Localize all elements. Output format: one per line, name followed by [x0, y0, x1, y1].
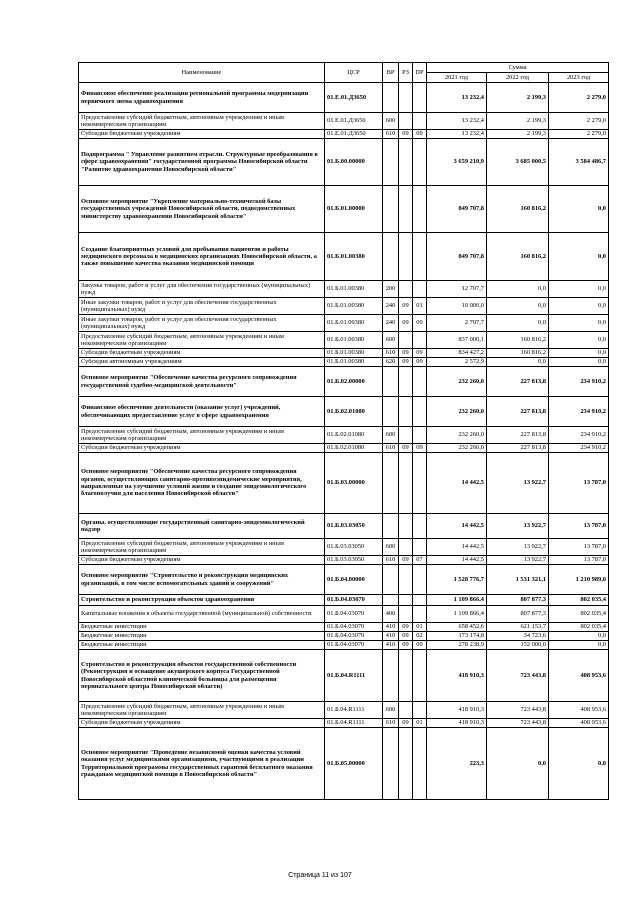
row-csr-code: 01.Б.04.03070 — [325, 595, 383, 606]
row-amount-2023: 408 953,6 — [549, 650, 609, 702]
row-amount-2022: 227 813,8 — [487, 397, 549, 427]
row-amount-2023: 2 279,0 — [549, 113, 609, 130]
row-pr — [413, 113, 427, 130]
table-row — [79, 332, 609, 349]
row-pr — [413, 332, 427, 349]
row-amount-2022: 160 816,2 — [487, 332, 549, 349]
row-csr-code: 01.Б.04.03070 — [325, 632, 383, 641]
row-csr-code: 01.Б.04.03070 — [325, 606, 383, 623]
row-pr — [413, 595, 427, 606]
row-vr: 240 — [383, 315, 399, 332]
row-name: Предоставление субсидий бюджетным, автономным учреждениям и иным некоммерческим организациям — [79, 113, 325, 130]
row-vr — [383, 186, 399, 233]
row-pr — [413, 514, 427, 539]
row-rz — [399, 332, 413, 349]
row-amount-2021: 14 442,5 — [427, 556, 487, 565]
row-amount-2021: 834 427,2 — [427, 349, 487, 358]
table-row — [79, 315, 609, 332]
row-csr-code: 01.Б.01.00380 — [325, 298, 383, 315]
row-amount-2022: 0,0 — [487, 315, 549, 332]
row-csr-code: 01.Б.01.00380 — [325, 332, 383, 349]
row-amount-2021: 278 238,9 — [427, 641, 487, 650]
row-csr-code: 01.Е.01.Д3650 — [325, 130, 383, 139]
row-amount-2021: 3 659 210,9 — [427, 139, 487, 186]
row-amount-2023: 0,0 — [549, 281, 609, 298]
row-rz — [399, 565, 413, 595]
row-name: Субсидии бюджетным учреждениям — [79, 349, 325, 358]
row-vr: 600 — [383, 539, 399, 556]
row-csr-code: 01.Б.04.03070 — [325, 641, 383, 650]
row-vr: 600 — [383, 702, 399, 719]
row-amount-2022: 13 922,7 — [487, 556, 549, 565]
row-amount-2021: 12 707,7 — [427, 281, 487, 298]
row-name: Предоставление субсидий бюджетным, автономным учреждениям и иным некоммерческим организациям — [79, 427, 325, 444]
row-amount-2023: 0,0 — [549, 641, 609, 650]
row-name: Предоставление субсидий бюджетным, автономным учреждениям и иным некоммерческим организациям — [79, 539, 325, 556]
row-pr — [413, 539, 427, 556]
row-amount-2021: 232 260,0 — [427, 397, 487, 427]
row-pr — [413, 397, 427, 427]
table-row — [79, 427, 609, 444]
header-rz: РЗ — [399, 63, 413, 83]
row-csr-code: 01.Б.03.00000 — [325, 453, 383, 514]
row-pr — [413, 427, 427, 444]
row-csr-code: 01.Б.02.01080 — [325, 444, 383, 453]
row-amount-2022: 13 922,7 — [487, 539, 549, 556]
table-row — [79, 606, 609, 623]
header-pr: ПР — [413, 63, 427, 83]
row-amount-2021: 1 109 866,4 — [427, 595, 487, 606]
table-row — [79, 367, 609, 397]
table-row — [79, 113, 609, 130]
row-rz: 09 — [399, 130, 413, 139]
row-vr: 600 — [383, 332, 399, 349]
row-rz: 09 — [399, 632, 413, 641]
row-amount-2023: 234 910,2 — [549, 367, 609, 397]
row-amount-2021: 232 260,0 — [427, 367, 487, 397]
row-rz: 09 — [399, 358, 413, 367]
table-row — [79, 130, 609, 139]
row-name: Закупка товаров, работ и услуг для обеспечения государственных (муниципальных) нужд — [79, 281, 325, 298]
row-name: Субсидии бюджетным учреждениям — [79, 556, 325, 565]
row-pr — [413, 606, 427, 623]
row-amount-2023: 0,0 — [549, 632, 609, 641]
row-amount-2023: 234 910,2 — [549, 444, 609, 453]
row-rz: 09 — [399, 623, 413, 632]
row-amount-2022: 13 922,7 — [487, 514, 549, 539]
row-vr: 620 — [383, 358, 399, 367]
row-csr-code: 01.Б.00.00000 — [325, 139, 383, 186]
row-vr — [383, 728, 399, 800]
row-csr-code: 01.Б.03.03050 — [325, 539, 383, 556]
row-amount-2022: 0,0 — [487, 298, 549, 315]
row-vr: 240 — [383, 298, 399, 315]
table-row — [79, 650, 609, 702]
header-year-2022: 2022 год — [487, 73, 549, 83]
row-pr: 07 — [413, 556, 427, 565]
row-vr — [383, 595, 399, 606]
row-pr: 01 — [413, 298, 427, 315]
row-rz — [399, 595, 413, 606]
row-amount-2023: 802 035,4 — [549, 606, 609, 623]
row-csr-code: 01.Б.03.03050 — [325, 556, 383, 565]
table-row — [79, 139, 609, 186]
row-name: Подпрограмма " Управление развитием отрасли. Структурные преобразования в сфере здравоохранения" государственной программы Новосибирской области "Развитие здравоохранения Новосибирской области" — [79, 139, 325, 186]
table-row — [79, 556, 609, 565]
row-csr-code: 01.Б.04.R1111 — [325, 702, 383, 719]
row-amount-2022: 723 443,8 — [487, 719, 549, 728]
row-vr: 610 — [383, 349, 399, 358]
row-amount-2022: 2 199,3 — [487, 130, 549, 139]
row-amount-2023: 0,0 — [549, 315, 609, 332]
row-name: Субсидии бюджетным учреждениям — [79, 719, 325, 728]
row-amount-2022: 160 816,2 — [487, 233, 549, 281]
row-rz: 09 — [399, 349, 413, 358]
row-amount-2021: 2 707,7 — [427, 315, 487, 332]
row-amount-2021: 837 000,1 — [427, 332, 487, 349]
row-csr-code: 01.Б.01.00380 — [325, 281, 383, 298]
row-name: Основное мероприятие "Проведение независимой оценки качества условий оказания услуг медицинскими организациями, участвующими в реализации Территориальной программы государственных гарантий бесплатного оказания гражданам медицинской помощи в Новосибирской области" — [79, 728, 325, 800]
row-vr — [383, 397, 399, 427]
row-rz: 09 — [399, 298, 413, 315]
row-name: Финансовое обеспечение деятельности (оказание услуг) учреждений, обеспечивающих предоставление услуг в сфере здравоохранения — [79, 397, 325, 427]
row-rz — [399, 728, 413, 800]
row-name: Органы, осуществляющие государственный санитарно-эпидемиологический надзор — [79, 514, 325, 539]
row-amount-2022: 723 443,8 — [487, 650, 549, 702]
row-csr-code: 01.Б.04.03070 — [325, 623, 383, 632]
row-amount-2021: 173 174,8 — [427, 632, 487, 641]
row-amount-2023: 3 584 486,7 — [549, 139, 609, 186]
row-amount-2023: 234 910,2 — [549, 427, 609, 444]
row-rz — [399, 233, 413, 281]
row-name: Предоставление субсидий бюджетным, автономным учреждениям и иным некоммерческим организациям — [79, 332, 325, 349]
table-row — [79, 444, 609, 453]
header-name: Наименование — [79, 63, 325, 83]
row-amount-2021: 14 442,5 — [427, 514, 487, 539]
row-csr-code: 01.Б.01.00380 — [325, 358, 383, 367]
row-amount-2021: 14 442,5 — [427, 539, 487, 556]
row-amount-2022: 227 813,8 — [487, 444, 549, 453]
row-rz — [399, 186, 413, 233]
row-vr: 600 — [383, 427, 399, 444]
row-pr — [413, 565, 427, 595]
row-vr: 610 — [383, 556, 399, 565]
budget-table — [78, 62, 609, 800]
row-rz — [399, 397, 413, 427]
row-rz — [399, 514, 413, 539]
row-vr: 610 — [383, 719, 399, 728]
row-rz — [399, 367, 413, 397]
row-rz — [399, 139, 413, 186]
row-amount-2022: 2 199,3 — [487, 83, 549, 113]
row-name: Бюджетные инвестиции — [79, 632, 325, 641]
row-vr — [383, 139, 399, 186]
row-pr: 09 — [413, 444, 427, 453]
page-footer: Страница 11 из 107 — [288, 872, 352, 879]
table-row — [79, 349, 609, 358]
row-rz: 09 — [399, 641, 413, 650]
table-row — [79, 623, 609, 632]
row-name: Субсидии бюджетным учреждениям — [79, 130, 325, 139]
row-name: Основное мероприятие "Обеспечение качества ресурсного сопровождения органов, осуществляющих санитарно-противоэпидемические мероприятия, направленные на улучшение условий жизни и создание эпидемиологического благополучия для населения Новосибирской области" — [79, 453, 325, 514]
row-amount-2021: 418 910,3 — [427, 650, 487, 702]
row-amount-2022: 0,0 — [487, 358, 549, 367]
row-amount-2021: 1 528 776,7 — [427, 565, 487, 595]
row-csr-code: 01.Б.04.R1111 — [325, 719, 383, 728]
row-vr: 200 — [383, 281, 399, 298]
row-amount-2022: 227 813,8 — [487, 367, 549, 397]
row-rz — [399, 113, 413, 130]
row-amount-2023: 13 787,0 — [549, 539, 609, 556]
header-sum: Сумма — [427, 63, 609, 73]
row-name: Основное мероприятие "Обеспечение качества ресурсного сопровождения государственной судебно-медицинской деятельности" — [79, 367, 325, 397]
row-name: Создание благоприятных условий для пребывания пациентов и работы медицинского персонала в медицинских организациях Новосибирской области, а также повышение качества оказания медицинской помощи — [79, 233, 325, 281]
row-amount-2022: 1 531 321,1 — [487, 565, 549, 595]
row-amount-2021: 223,3 — [427, 728, 487, 800]
row-amount-2023: 0,0 — [549, 358, 609, 367]
row-amount-2022: 0,0 — [487, 728, 549, 800]
row-csr-code: 01.Б.01.00000 — [325, 186, 383, 233]
row-vr — [383, 650, 399, 702]
header-year-2021: 2021 год — [427, 73, 487, 83]
table-row — [79, 233, 609, 281]
row-pr: 02 — [413, 632, 427, 641]
row-csr-code: 01.Б.04.R1111 — [325, 650, 383, 702]
row-pr: 09 — [413, 349, 427, 358]
row-rz — [399, 281, 413, 298]
row-amount-2021: 2 572,9 — [427, 358, 487, 367]
row-amount-2023: 234 910,2 — [549, 397, 609, 427]
row-amount-2023: 13 787,0 — [549, 453, 609, 514]
row-pr: 09 — [413, 130, 427, 139]
row-amount-2021: 1 109 866,4 — [427, 606, 487, 623]
row-pr: 09 — [413, 641, 427, 650]
row-amount-2022: 621 153,7 — [487, 623, 549, 632]
row-amount-2023: 802 035,4 — [549, 623, 609, 632]
header-row — [79, 63, 609, 73]
row-amount-2021: 658 452,6 — [427, 623, 487, 632]
row-pr — [413, 281, 427, 298]
row-amount-2022: 807 877,3 — [487, 595, 549, 606]
row-rz — [399, 453, 413, 514]
row-rz: 09 — [399, 719, 413, 728]
row-vr: 410 — [383, 632, 399, 641]
row-csr-code: 01.Б.04.00000 — [325, 565, 383, 595]
row-amount-2023: 0,0 — [549, 298, 609, 315]
row-rz: 09 — [399, 556, 413, 565]
row-csr-code: 01.Б.01.00380 — [325, 349, 383, 358]
row-amount-2023: 802 035,4 — [549, 595, 609, 606]
row-amount-2023: 0,0 — [549, 186, 609, 233]
header-year-2023: 2023 год — [549, 73, 609, 83]
row-name: Основное мероприятие "Строительство и реконструкция медицинских организаций, в том числе вспомогательных зданий и сооружений" — [79, 565, 325, 595]
row-rz: 09 — [399, 315, 413, 332]
table-row — [79, 632, 609, 641]
row-name: Субсидии автономным учреждениям — [79, 358, 325, 367]
row-rz — [399, 702, 413, 719]
row-rz: 09 — [399, 444, 413, 453]
row-amount-2021: 13 232,4 — [427, 83, 487, 113]
row-pr — [413, 186, 427, 233]
row-csr-code: 01.Б.01.00380 — [325, 315, 383, 332]
row-vr: 400 — [383, 606, 399, 623]
row-vr — [383, 233, 399, 281]
row-rz — [399, 539, 413, 556]
row-amount-2023: 408 953,6 — [549, 719, 609, 728]
row-amount-2021: 13 232,4 — [427, 130, 487, 139]
row-amount-2021: 14 442,5 — [427, 453, 487, 514]
row-amount-2023: 2 279,0 — [549, 83, 609, 113]
row-vr — [383, 367, 399, 397]
row-pr: 01 — [413, 623, 427, 632]
table-row — [79, 453, 609, 514]
row-amount-2022: 13 922,7 — [487, 453, 549, 514]
row-name: Строительство и реконструкция объектов государственной собственности (Реконструкция и оснащение акушерского корпуса Государственной Новосибирской областной клинической больницы для размещения перинатального центра Новосибирской области) — [79, 650, 325, 702]
row-vr — [383, 565, 399, 595]
row-amount-2022: 152 000,0 — [487, 641, 549, 650]
row-amount-2021: 418 910,3 — [427, 719, 487, 728]
row-amount-2021: 13 232,4 — [427, 113, 487, 130]
row-name: Основное мероприятие "Укрепление материально-технической базы государственных учреждений Новосибирской области, подведомственных министерству здравоохранения Новосибирской области" — [79, 186, 325, 233]
row-pr — [413, 139, 427, 186]
row-pr — [413, 650, 427, 702]
row-pr — [413, 233, 427, 281]
row-name: Бюджетные инвестиции — [79, 623, 325, 632]
budget-table-body — [79, 83, 609, 800]
row-amount-2023: 0,0 — [549, 332, 609, 349]
row-rz — [399, 606, 413, 623]
row-csr-code: 01.Б.01.00380 — [325, 233, 383, 281]
row-amount-2022: 3 685 000,5 — [487, 139, 549, 186]
row-pr — [413, 728, 427, 800]
row-vr: 410 — [383, 641, 399, 650]
row-amount-2021: 232 260,0 — [427, 427, 487, 444]
row-amount-2023: 0,0 — [549, 233, 609, 281]
row-name: Капитальные вложения в объекты государственной (муниципальной) собственности — [79, 606, 325, 623]
table-row — [79, 83, 609, 113]
row-csr-code: 01.Б.03.03050 — [325, 514, 383, 539]
row-amount-2021: 10 000,0 — [427, 298, 487, 315]
header-csr: ЦСР — [325, 63, 383, 83]
row-vr — [383, 453, 399, 514]
row-csr-code: 01.Е.01.Д3650 — [325, 83, 383, 113]
row-csr-code: 01.Б.02.00000 — [325, 367, 383, 397]
table-row — [79, 281, 609, 298]
row-amount-2022: 807 877,3 — [487, 606, 549, 623]
row-csr-code: 01.Е.01.Д3650 — [325, 113, 383, 130]
row-rz — [399, 427, 413, 444]
row-pr: 09 — [413, 358, 427, 367]
row-pr — [413, 83, 427, 113]
row-amount-2021: 418 910,3 — [427, 702, 487, 719]
row-amount-2021: 232 260,0 — [427, 444, 487, 453]
row-vr: 610 — [383, 130, 399, 139]
table-row — [79, 728, 609, 800]
row-pr — [413, 367, 427, 397]
table-row — [79, 595, 609, 606]
table-row — [79, 298, 609, 315]
table-row — [79, 186, 609, 233]
header-vr: ВР — [383, 63, 399, 83]
row-amount-2021: 849 707,8 — [427, 233, 487, 281]
row-amount-2023: 408 953,6 — [549, 702, 609, 719]
row-csr-code: 01.Б.05.00000 — [325, 728, 383, 800]
row-vr: 610 — [383, 444, 399, 453]
row-pr — [413, 702, 427, 719]
row-amount-2022: 723 443,8 — [487, 702, 549, 719]
row-amount-2022: 0,0 — [487, 281, 549, 298]
row-name: Иные закупки товаров, работ и услуг для обеспечения государственных (муниципальных) нужд — [79, 298, 325, 315]
table-row — [79, 514, 609, 539]
row-amount-2022: 34 723,6 — [487, 632, 549, 641]
table-row — [79, 539, 609, 556]
row-pr — [413, 453, 427, 514]
row-amount-2022: 160 816,2 — [487, 349, 549, 358]
row-amount-2023: 0,0 — [549, 349, 609, 358]
row-name: Бюджетные инвестиции — [79, 641, 325, 650]
table-row — [79, 702, 609, 719]
row-amount-2022: 2 199,3 — [487, 113, 549, 130]
row-amount-2023: 0,0 — [549, 728, 609, 800]
row-rz — [399, 650, 413, 702]
row-pr: 01 — [413, 719, 427, 728]
row-vr: 600 — [383, 113, 399, 130]
row-name: Иные закупки товаров, работ и услуг для обеспечения государственных (муниципальных) нужд — [79, 315, 325, 332]
row-amount-2023: 13 787,0 — [549, 514, 609, 539]
row-name: Строительство и реконструкция объектов здравоохранения — [79, 595, 325, 606]
table-row — [79, 397, 609, 427]
row-csr-code: 01.Б.02.01080 — [325, 427, 383, 444]
row-amount-2022: 160 816,2 — [487, 186, 549, 233]
table-row — [79, 565, 609, 595]
table-row — [79, 358, 609, 367]
row-amount-2023: 1 210 989,0 — [549, 565, 609, 595]
row-amount-2021: 849 707,8 — [427, 186, 487, 233]
row-name: Финансовое обеспечение реализации региональной программы модернизации первичного звена здравоохранения — [79, 83, 325, 113]
row-amount-2023: 13 787,0 — [549, 556, 609, 565]
row-amount-2023: 2 279,0 — [549, 130, 609, 139]
row-vr — [383, 83, 399, 113]
row-rz — [399, 83, 413, 113]
row-name: Предоставление субсидий бюджетным, автономным учреждениям и иным некоммерческим организациям — [79, 702, 325, 719]
row-csr-code: 01.Б.02.01080 — [325, 397, 383, 427]
table-row — [79, 641, 609, 650]
row-vr: 410 — [383, 623, 399, 632]
row-pr: 09 — [413, 315, 427, 332]
row-vr — [383, 514, 399, 539]
table-row — [79, 719, 609, 728]
row-amount-2022: 227 813,8 — [487, 427, 549, 444]
row-name: Субсидии бюджетным учреждениям — [79, 444, 325, 453]
